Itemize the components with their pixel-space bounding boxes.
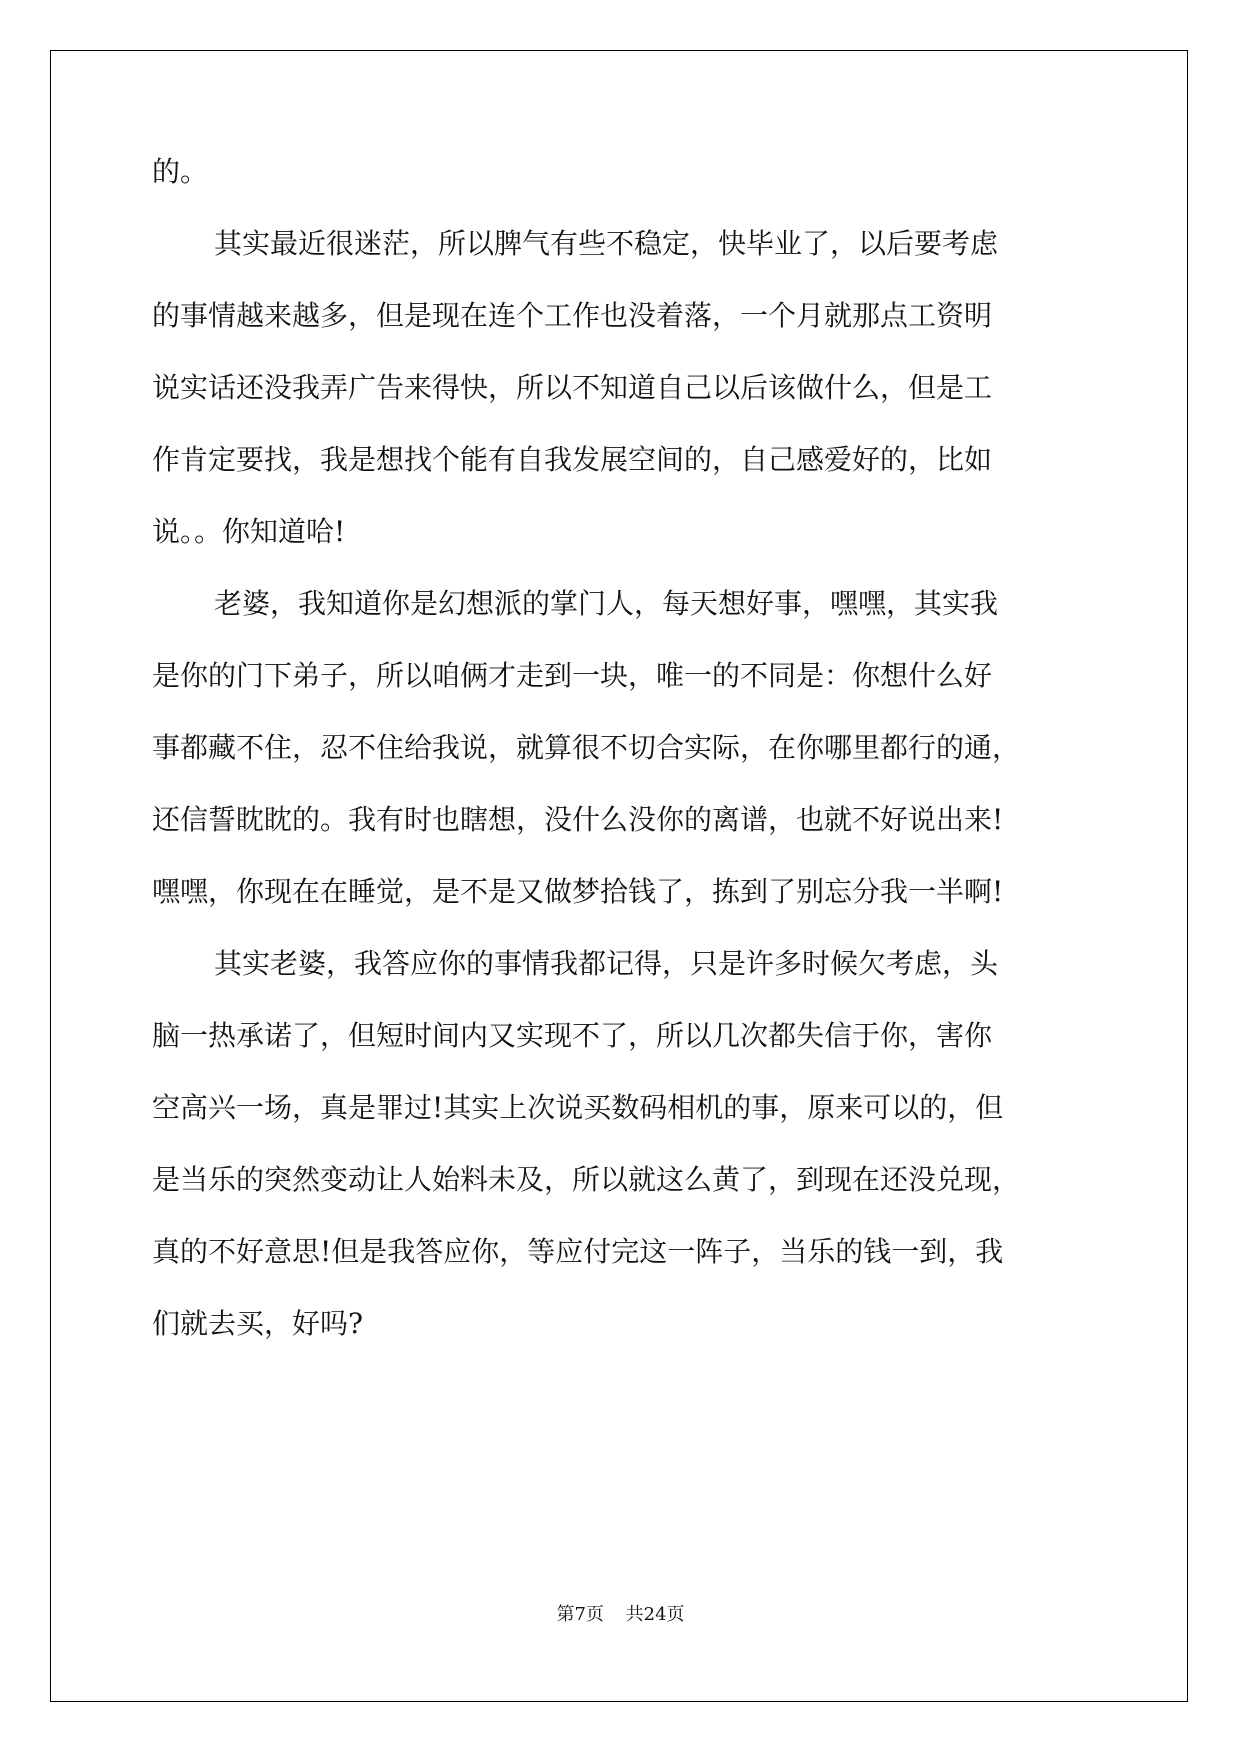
body-line: 的事情越来越多，但是现在连个工作也没着落，一个月就那点工资明	[152, 299, 993, 332]
paragraph-start-line: 其实老婆，我答应你的事情我都记得，只是许多时候欠考虑，头	[214, 947, 999, 980]
total-pages: 共24页	[625, 1604, 685, 1625]
body-line: 的。	[152, 155, 209, 188]
body-line: 说。。你知道哈!	[152, 515, 346, 548]
body-line: 是你的门下弟子，所以咱俩才走到一块，唯一的不同是：你想什么好	[152, 659, 993, 692]
paragraph-start-line: 老婆，我知道你是幻想派的掌门人，每天想好事，嘿嘿，其实我	[214, 587, 999, 620]
body-line: 事都藏不住，忍不住给我说，就算很不切合实际，在你哪里都行的通，	[152, 731, 1021, 764]
paragraph-start-line: 其实最近很迷茫，所以脾气有些不稳定，快毕业了，以后要考虑	[214, 227, 999, 260]
body-line: 们就去买，好吗?	[152, 1307, 364, 1340]
page-number: 第7页	[556, 1604, 604, 1625]
body-line: 空高兴一场，真是罪过!其实上次说买数码相机的事，原来可以的，但	[152, 1091, 1004, 1124]
body-line: 真的不好意思!但是我答应你，等应付完这一阵子，当乐的钱一到，我	[152, 1235, 1004, 1268]
body-line: 是当乐的突然变动让人始料未及，所以就这么黄了，到现在还没兑现，	[152, 1163, 1021, 1196]
body-line: 作肯定要找，我是想找个能有自我发展空间的，自己感爱好的，比如	[152, 443, 993, 476]
body-line: 说实话还没我弄广告来得快，所以不知道自己以后该做什么，但是工	[152, 371, 993, 404]
body-line: 脑一热承诺了，但短时间内又实现不了，所以几次都失信于你，害你	[152, 1019, 993, 1052]
page-footer	[0, 1600, 1241, 1626]
body-line: 嘿嘿，你现在在睡觉，是不是又做梦拾钱了，拣到了别忘分我一半啊!	[152, 875, 1004, 908]
body-line: 还信誓眈眈的。我有时也瞎想，没什么没你的离谱，也就不好说出来!	[152, 803, 1004, 836]
